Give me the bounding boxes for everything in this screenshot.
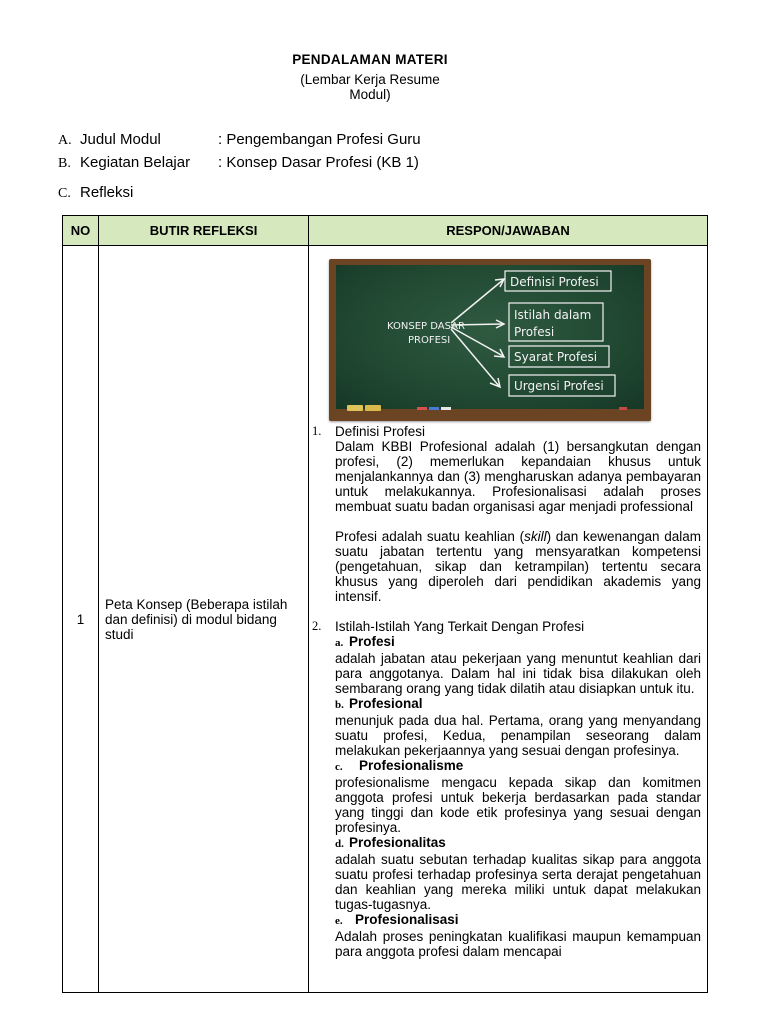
chalk-arrows: [451, 279, 504, 387]
sub-term: Profesionalitas: [349, 835, 446, 850]
sub-a-text: adalah jabatan atau pekerjaan yang menuntut keahlian dari para anggotanya. Dalam hal ini tidak bisa dilakukan oleh sembarang orang yang tidak dilatih atau disiapkan untuk itu.: [335, 651, 701, 696]
sub-letter: d.: [335, 838, 344, 850]
sub-c-heading: [309, 758, 707, 775]
sub-d-heading: [309, 835, 707, 852]
branch-profesi: Profesi: [514, 325, 555, 339]
response-text: [309, 424, 707, 959]
meta-value: : Konsep Dasar Profesi (KB 1): [218, 154, 419, 171]
para-text: Profesi adalah suatu keahlian (: [335, 529, 525, 544]
meta-refleksi: [58, 184, 133, 203]
document-subtitle: [270, 72, 470, 102]
table-row: [63, 246, 708, 993]
branch-syarat-profesi: Syarat Profesi: [514, 350, 598, 364]
chalk-eraser-yellow: [347, 405, 363, 411]
reflection-table: [62, 215, 708, 993]
sub-e-heading: [309, 912, 707, 929]
subtitle-line-1: (Lembar Kerja Resume: [300, 72, 440, 87]
meta-judul-modul: [58, 131, 421, 150]
sub-b-heading: [309, 696, 707, 713]
chalk-white: [441, 407, 451, 410]
branch-definisi-profesi: Definisi Profesi: [510, 275, 599, 289]
chalk-center-line-1: KONSEP DASAR: [387, 321, 465, 332]
response-cell: [309, 246, 708, 993]
meta-label: Refleksi: [80, 184, 134, 201]
header-no: NO: [63, 216, 99, 246]
para-skill-italic: skill: [524, 529, 547, 544]
meta-kegiatan-belajar: [58, 154, 419, 173]
sub-a-heading: [309, 634, 707, 651]
meta-value: : Pengembangan Profesi Guru: [218, 131, 421, 148]
branch-urgensi-profesi: Urgensi Profesi: [514, 379, 604, 393]
sub-c-text: profesionalisme mengacu kepada sikap dan komitmen anggota profesi untuk bekerja berdasarkan pada standar yang tinggi dan kode etik profesinya yang sesuai dengan profesinya.: [335, 775, 701, 835]
document-title: PENDALAMAN MATERI: [292, 52, 448, 67]
chalk-center-line-2: PROFESI: [408, 335, 451, 346]
row-number: 1: [63, 246, 99, 993]
sub-b-text: menunjuk pada dua hal. Pertama, orang yang menyandang suatu profesi, Kedua, penampilan seseorang dalam melakukan pekerjaannya yang sesuai dengan profesinya.: [335, 713, 701, 758]
sub-e-text: Adalah proses peningkatan kualifikasi maupun kemampuan para anggota profesi dalam mencapai: [335, 929, 701, 959]
chalk-red: [417, 407, 427, 410]
item-1-paragraph-1: Dalam KBBI Profesional adalah (1) bersangkutan dengan profesi, (2) memerlukan kepandaian khusus untuk menjalankannya dan (3) mengharuskan adanya pembayaran untuk melakukannya. Profesionalisasi adalah proses membuat suatu badan organisasi agar menjadi professional: [335, 439, 701, 514]
item-2-title: Istilah-Istilah Yang Terkait Dengan Profesi: [335, 619, 585, 634]
meta-marker: A.: [58, 133, 72, 148]
branch-istilah-dalam: Istilah dalam: [514, 308, 592, 322]
item-1-heading: [309, 424, 707, 439]
row-butir: Peta Konsep (Beberapa istilah dan definisi) di modul bidang studi: [99, 246, 309, 993]
table-header-row: [63, 216, 708, 246]
sub-letter: a.: [335, 637, 344, 649]
sub-letter: e.: [335, 915, 343, 927]
meta-marker: C.: [58, 186, 71, 201]
sub-letter: c.: [335, 761, 343, 773]
para-text: ) dan kewenangan dalam suatu jabatan tertentu yang mensyaratkan kompetensi (pengetahuan, sikap dan ketrampilan) tertentu secara khusus yang diperoleh dari pendidikan akademis yang intensif.: [335, 529, 701, 604]
header-respon-jawaban: RESPON/JAWABAN: [309, 216, 708, 246]
chalk-eraser-yellow-2: [365, 405, 381, 411]
subtitle-line-2: Modul): [349, 87, 391, 102]
item-2-heading: [309, 619, 707, 634]
item-1-number: 1.: [312, 424, 322, 438]
item-1-paragraph-2: [309, 529, 707, 604]
meta-marker: B.: [58, 156, 71, 171]
chalk-blue: [429, 407, 439, 410]
sub-term: Profesi: [349, 634, 395, 649]
meta-label: Judul Modul: [80, 131, 161, 148]
item-1-title: Definisi Profesi: [335, 424, 426, 439]
concept-map-drawing: [329, 259, 651, 421]
sub-d-text: adalah suatu sebutan terhadap kualitas sikap para anggota suatu profesi terhadap profesinya serta derajat pengetahuan dan keahlian yang mereka miliki untuk dapat melakukan tugas-tugasnya.: [335, 852, 701, 912]
sub-term: Profesional: [349, 696, 423, 711]
sub-letter: b.: [335, 699, 344, 711]
chalkboard-image: [329, 259, 651, 421]
header-butir-refleksi: BUTIR REFLEKSI: [99, 216, 309, 246]
item-2-number: 2.: [312, 619, 322, 633]
chalk-red-2: [619, 407, 627, 410]
meta-label: Kegiatan Belajar: [80, 154, 191, 171]
sub-term: Profesionalisasi: [355, 912, 459, 927]
sub-term: Profesionalisme: [359, 758, 464, 773]
